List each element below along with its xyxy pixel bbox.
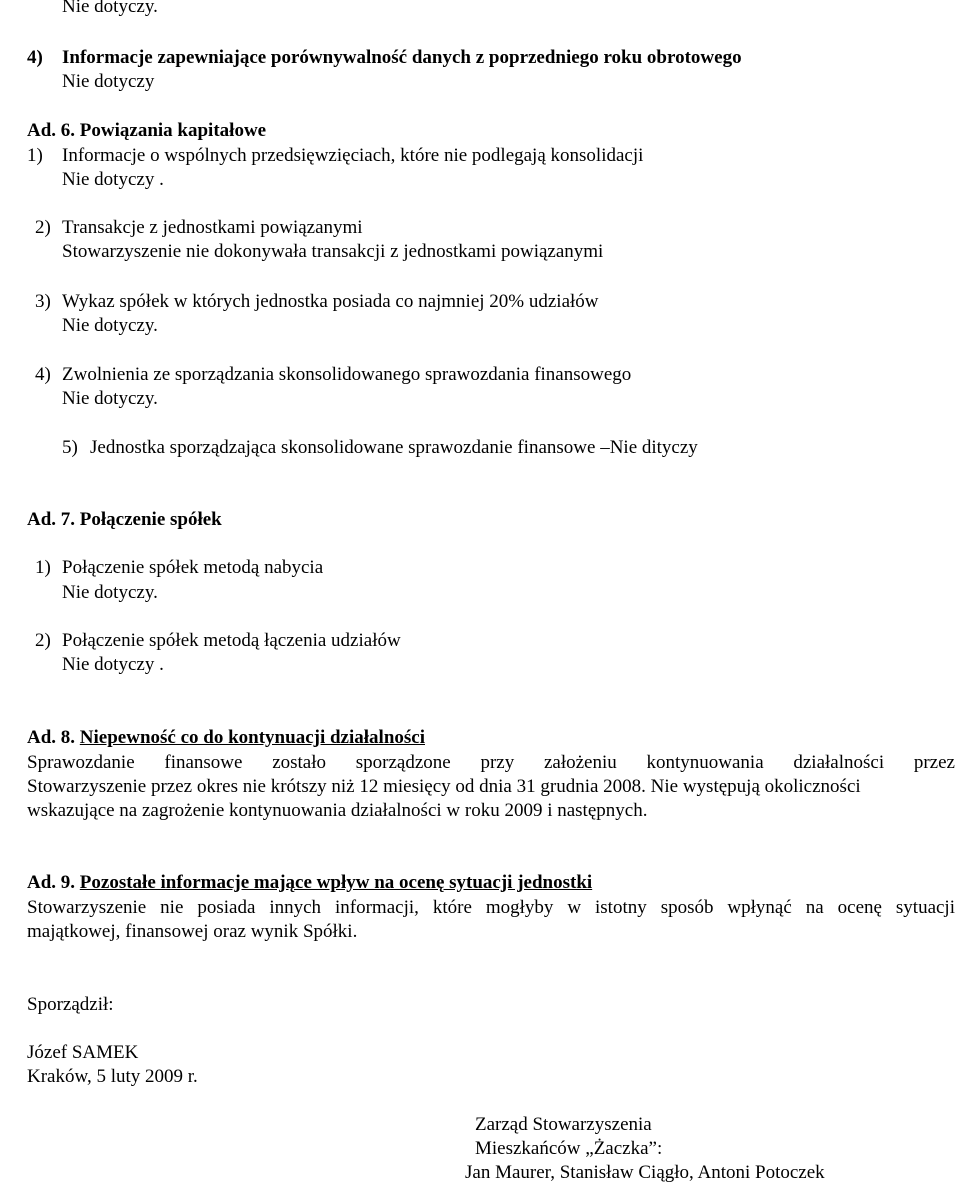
s6-item2-number: 2): [35, 217, 51, 238]
s8-heading: Niepewność co do kontynuacji działalności: [79, 727, 425, 748]
s6-item4-number: 4): [35, 364, 51, 385]
s8-heading-line: [27, 727, 425, 749]
s5-item4-title: Informacje zapewniające porównywalność danych z poprzedniego roku obrotowego: [62, 47, 742, 68]
s8-line3: wskazujące na zagrożenie kontynuowania działalności w roku 2009 i następnych.: [27, 800, 648, 821]
s9-line2: majątkowej, finansowej oraz wynik Spółki.: [27, 921, 358, 942]
s6-item2-text: Stowarzyszenie nie dokonywała transakcji z jednostkami powiązanymi: [62, 241, 604, 262]
s8-line1: Sprawozdanie finansowe zostało sporządzone przy założeniu kontynuowania działalności przez: [27, 752, 955, 773]
s6-item3-text: Nie dotyczy.: [62, 315, 158, 336]
s9-line1: Stowarzyszenie nie posiada innych informacji, które mogłyby w istotny sposób wpłynąć na ocenę sytuacji: [27, 897, 955, 918]
s6-item1-text: Nie dotyczy .: [62, 169, 164, 190]
s7-item1-number: 1): [35, 557, 51, 578]
s6-item2-title: Transakcje z jednostkami powiązanymi: [62, 217, 363, 238]
author-name: Józef SAMEK: [27, 1042, 139, 1063]
s7-item2-title: Połączenie spółek metodą łączenia udziałów: [62, 630, 401, 651]
s9-heading-line: [27, 872, 592, 894]
s9-heading: Pozostałe informacje mające wpływ na ocenę sytuacji jednostki: [79, 872, 593, 893]
s6-item3-number: 3): [35, 291, 51, 312]
s6-item5-title: Jednostka sporządzająca skonsolidowane sprawozdanie finansowe –Nie dityczy: [90, 437, 698, 458]
s5-item4-text: Nie dotyczy: [62, 71, 155, 92]
place-date: Kraków, 5 luty 2009 r.: [27, 1066, 198, 1087]
s6-heading: Ad. 6. Powiązania kapitałowe: [27, 120, 267, 141]
s9-label: Ad. 9.: [27, 872, 76, 893]
top-remark: Nie dotyczy.: [62, 0, 158, 17]
s7-item1-title: Połączenie spółek metodą nabycia: [62, 557, 324, 578]
s7-item2-text: Nie dotyczy .: [62, 654, 164, 675]
board-members: Jan Maurer, Stanisław Ciągło, Antoni Potoczek: [465, 1162, 825, 1183]
s7-heading: Ad. 7. Połączenie spółek: [27, 509, 222, 530]
s7-item2-number: 2): [35, 630, 51, 651]
prepared-by-label: Sporządził:: [27, 994, 114, 1015]
s6-item5-number: 5): [62, 437, 78, 458]
s6-item4-text: Nie dotyczy.: [62, 388, 158, 409]
s6-item4-title: Zwolnienia ze sporządzania skonsolidowanego sprawozdania finansowego: [62, 364, 632, 385]
s8-label: Ad. 8.: [27, 727, 76, 748]
s6-item1-title: Informacje o wspólnych przedsięwzięciach, które nie podlegają konsolidacji: [62, 145, 644, 166]
s8-line2: Stowarzyszenie przez okres nie krótszy niż 12 miesięcy od dnia 31 grudnia 2008. Nie występują okoliczności: [27, 776, 861, 797]
board-line1: Zarząd Stowarzyszenia: [475, 1114, 652, 1135]
s6-item3-title: Wykaz spółek w których jednostka posiada co najmniej 20% udziałów: [62, 291, 599, 312]
s5-item4-number: 4): [27, 47, 43, 68]
s6-item1-number: 1): [27, 145, 43, 166]
s7-item1-text: Nie dotyczy.: [62, 582, 158, 603]
board-line2: Mieszkańców „Żaczka”:: [475, 1138, 663, 1159]
